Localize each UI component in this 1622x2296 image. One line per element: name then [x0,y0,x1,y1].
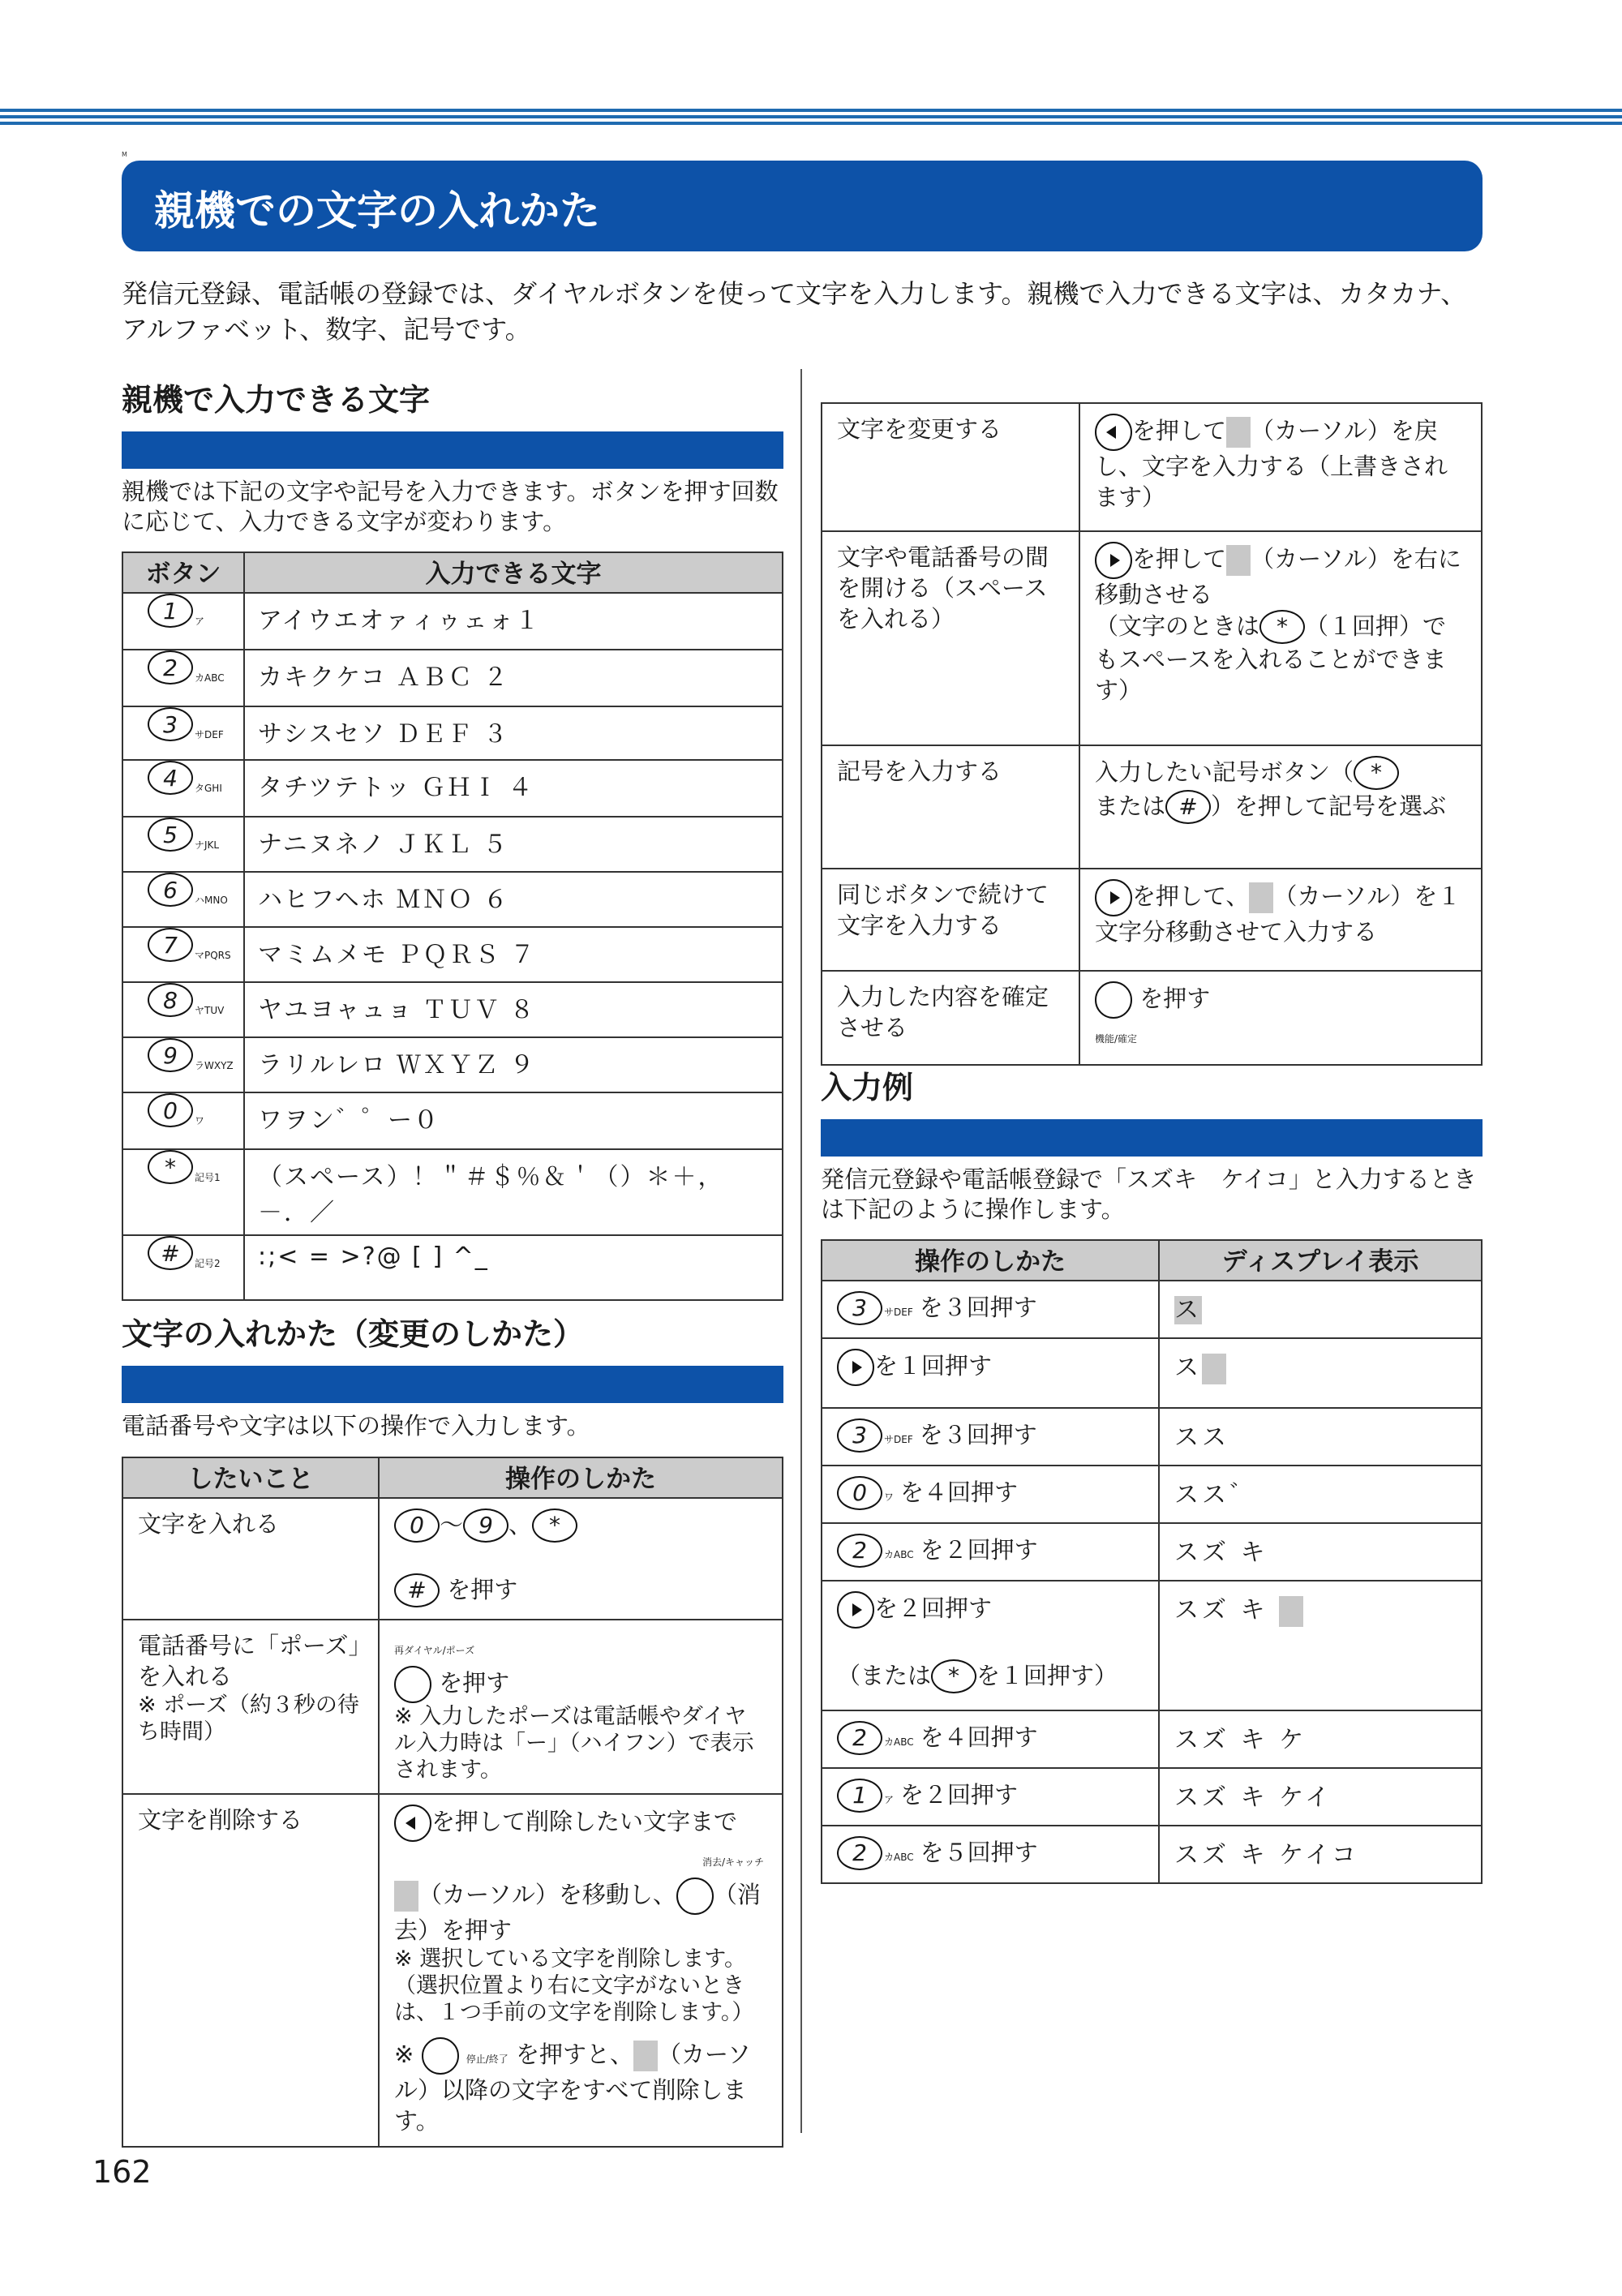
key-0-icon: 0 ワ [148,1093,204,1127]
how-text-2: （カーソル）を移動し、 [418,1881,676,1908]
how-cell [1079,403,1482,531]
how-text-5: （カーソル）以降の文字をすべて削除します。 [394,2041,751,2135]
chars-cell: マミムメモ ＰＱＲＳ ７ [244,927,783,982]
chars-cell: ハヒフヘホ ＭＮＯ ６ [244,872,783,927]
how-text-3: （消去）を押す [394,1881,761,1944]
example-table [821,1239,1483,1884]
section3-heading: 入力例 [821,1070,914,1105]
redial-pause-button-icon [394,1666,431,1703]
chars-cell: タチツテトッ ＧＨＩ ４ [244,760,783,817]
right-arrow-icon [837,1349,874,1386]
key-4-icon: 4 タGHI [148,761,222,795]
section2-heading: 文字の入れかた（変更のしかた） [122,1316,585,1352]
cursor-block [394,1881,418,1912]
key-cell [122,817,244,872]
section3-text: 発信元登録や電話帳登録で「スズキ ケイコ」と入力するときは下記のように操作します。 [821,1165,1477,1223]
display-text: ス [1174,1296,1202,1324]
key-2-icon: 2 [837,1534,882,1568]
what-cell [822,869,1079,971]
chars-cell: （スペース）！＂＃＄％＆＇（）＊＋，－．／ [244,1149,783,1235]
clear-button-icon [676,1878,714,1915]
col-disp: ディスプレイ表示 [1159,1240,1482,1281]
how-text: ）を押して記号を選ぶ [1211,792,1447,820]
how-text: （カーソル）を１文字分移動させて入力する [1095,882,1461,946]
what-cell [822,403,1079,531]
intro-text: 発信元登録、電話帳の登録では、ダイヤルボタンを使って文字を入力します。親機で入力できる文字は、カタカナ、アルファベット、数字、記号です。 [122,278,1467,345]
cursor-block [1226,417,1251,448]
sep-tilde: 〜 [440,1511,464,1539]
chars-cell: アイウエオァィゥェォ１ [244,593,783,650]
note-mark: ※ [394,2041,414,2068]
what-cell [822,971,1079,1065]
op-text: を３回押す [919,1294,1037,1321]
op-text: を４回押す [900,1478,1019,1506]
how-text-4: を押すと、 [516,2041,634,2068]
what-text: 電話番号に「ポーズ」を入れる [138,1632,361,1690]
disp-cell [1159,1710,1482,1768]
hash-key-icon: # 記号2 [148,1236,221,1270]
how-cell [1079,531,1482,745]
display-text: スズ キ [1174,1539,1268,1567]
key-1-icon: 1 ア [148,594,204,628]
what-cell [122,1794,379,2147]
how-text: （１回押）でもスペースを入れることができます） [1095,612,1447,704]
disp-cell [1159,1768,1482,1826]
display-text: スズ キ ケイ [1174,1783,1332,1812]
key-cell [122,760,244,817]
key-9-icon: 9 [463,1508,508,1543]
disp-cell [1159,1581,1482,1710]
left-arrow-icon [394,1805,431,1842]
section3-bar [821,1119,1483,1157]
chars-cell: カキクケコ ＡＢＣ ２ [244,650,783,706]
right-arrow-icon [837,1591,874,1629]
op-cell [822,1338,1159,1408]
key-2-icon: 2 [837,1836,882,1870]
chars-cell: :;< = >?@ [ ] ^_ [244,1235,783,1300]
how-cell [379,1794,783,2147]
what-text: 同じボタンで続けて文字を入力する [837,881,1049,939]
cursor-block [1226,545,1251,576]
section1-heading: 親機で入力できる文字 [122,382,431,418]
chars-cell: ヤユヨャュョ ＴＵＶ ８ [244,982,783,1037]
key-0-icon: 0 [837,1476,882,1510]
operation-table [122,1457,783,2148]
disp-cell [1159,1338,1482,1408]
section2-bar [122,1366,783,1403]
chars-cell: ワヲン゛゜ー０ [244,1092,783,1149]
cursor-block [1279,1596,1303,1627]
op-cell [822,1581,1159,1710]
clear-catch-label: 消去/キャッチ [702,1856,765,1868]
chars-cell: ラリルレロ ＷＸＹＺ ９ [244,1037,783,1092]
key-cell [122,650,244,706]
key-cell [122,1092,244,1149]
op-text: を３回押す [919,1421,1037,1448]
key-3-icon: 3 サDEF [148,707,224,741]
key-cell [122,1149,244,1235]
display-text: スズ キ ケイコ [1174,1841,1359,1869]
how-note: ※ 入力したポーズは電話帳やダイヤル入力時は「ー」（ハイフン）で表示されます。 [394,1704,754,1783]
what-cell [122,1498,379,1620]
display-text: スズ キ ケ [1174,1726,1307,1754]
op-cell: 1 ア を２回押す [822,1768,1159,1826]
key-cell [122,706,244,760]
op-cell: 2 カABC を２回押す [822,1523,1159,1581]
how-text: を押す [447,1576,518,1603]
how-text-1: を押して削除したい文字まで [431,1808,738,1835]
stop-button-icon [422,2037,459,2075]
key-2-icon: 2 [837,1721,882,1755]
hash-key-icon: # [1165,790,1211,824]
how-text: を押して [1132,417,1227,444]
page-number: 162 [92,2154,152,2190]
op-text: を２回押す [874,1594,993,1622]
hash-key-icon: # [394,1573,440,1607]
key-cell [122,593,244,650]
display-text: スズ キ [1174,1596,1268,1624]
op-cell: 2 カABC を５回押す [822,1826,1159,1883]
key-8-icon: 8 ヤTUV [148,983,224,1017]
what-text: 文字を変更する [837,415,1002,443]
star-key-icon: * [532,1508,577,1543]
how-text: （カーソル）を右に移動させる [1095,545,1461,608]
key-cell [122,927,244,982]
what-text: 文字を入れる [138,1510,280,1538]
column-divider [800,369,802,2133]
how-text: （文字のときは [1095,612,1260,640]
section1-text: 親機では下記の文字や記号を入力できます。ボタンを押す回数に応じて、入力できる文字が変わります。 [122,478,779,535]
key-9-icon: 9 ラWXYZ [148,1038,234,1072]
section2-text: 電話番号や文字は以下の操作で入力します。 [122,1412,590,1440]
sep-comma: 、 [508,1511,533,1539]
how-cell [1079,869,1482,971]
cursor-block [1249,882,1273,913]
how-cell [1079,745,1482,869]
what-text: 記号を入力する [837,757,1002,785]
how-text: を押して [1132,545,1227,573]
star-key-icon: * [1354,756,1399,790]
col-button: ボタン [122,552,244,593]
right-arrow-icon [1095,879,1132,916]
how-text: を押す [439,1669,510,1697]
op-text: を１回押す [874,1352,993,1380]
stop-label: 停止/終了 [466,2054,508,2065]
chars-cell: ナニヌネノ ＪＫＬ ５ [244,817,783,872]
op-text: を１回押す） [976,1662,1118,1689]
cursor-block [1202,1354,1226,1384]
section1-bar [122,431,783,469]
col-how: 操作のしかた [379,1457,783,1498]
what-cell [122,1620,379,1794]
key-cell [122,1037,244,1092]
key-cell [122,872,244,927]
how-cell [1079,971,1482,1065]
op-cell: 3 サDEF を３回押す [822,1408,1159,1466]
disp-cell [1159,1466,1482,1523]
display-text: スス゛ [1174,1481,1257,1509]
op-text: を２回押す [900,1781,1019,1809]
function-enter-button-icon [1095,981,1132,1019]
display-text: スス [1174,1423,1229,1452]
key-3-icon: 3 [837,1291,882,1325]
how-text: （カーソル）を戻し、文字を入力する（上書きされます） [1095,417,1448,511]
right-arrow-icon [1095,542,1132,579]
header-stripes [0,109,1622,133]
function-enter-label: 機能/確定 [1095,1033,1138,1045]
chars-table [122,551,783,1301]
redial-pause-label: 再ダイヤル/ポーズ [394,1645,475,1656]
left-arrow-icon [1095,414,1132,451]
op-text: を４回押す [920,1723,1038,1751]
key-2-icon: 2 カABC [148,650,225,685]
key-6-icon: 6 ハMNO [148,873,228,907]
star-key-icon: * [931,1659,976,1693]
op-text: を２回押す [920,1536,1038,1564]
what-cell [822,745,1079,869]
how-text: 入力したい記号ボタン（ [1095,758,1354,786]
key-cell [122,982,244,1037]
op-text: を５回押す [920,1839,1038,1866]
how-text: または [1095,792,1166,820]
edit-table [821,402,1483,1066]
key-7-icon: 7 マPQRS [148,928,231,962]
page-title: 親機での文字の入れかた [154,187,600,234]
display-text: ス [1174,1354,1202,1382]
how-note: ※ 選択している文字を削除します。（選択位置より右に文字がないときは、１つ手前の文字を削除します。） [394,1946,754,2025]
star-key-icon: * 記号1 [148,1150,221,1184]
op-cell: 3 サDEF を３回押す [822,1281,1159,1338]
how-cell [379,1620,783,1794]
what-text: 文字を削除する [138,1806,303,1834]
op-cell: 2 カABC を４回押す [822,1710,1159,1768]
what-text: 文字や電話番号の間を開ける（スペースを入れる） [837,543,1049,633]
col-what: したいこと [122,1457,379,1498]
what-text: 入力した内容を確定させる [837,983,1049,1041]
op-cell: 0 ワ を４回押す [822,1466,1159,1523]
key-3-icon: 3 [837,1418,882,1453]
col-op: 操作のしかた [822,1240,1159,1281]
how-text: を押して、 [1132,882,1250,910]
disp-cell [1159,1826,1482,1883]
corner-mark: M [122,151,127,158]
title-bar [122,161,1483,251]
star-key-icon: * [1259,610,1305,644]
disp-cell [1159,1281,1482,1338]
what-note: ※ ポーズ（約３秒の待ち時間） [138,1693,359,1745]
key-5-icon: 5 ナJKL [148,818,219,852]
disp-cell [1159,1408,1482,1466]
cursor-block [633,2041,658,2071]
key-1-icon: 1 [837,1779,882,1813]
key-0-icon: 0 [394,1508,440,1543]
how-cell [379,1498,783,1620]
how-text: を押す [1139,985,1211,1012]
col-chars: 入力できる文字 [244,552,783,593]
what-cell [822,531,1079,745]
disp-cell [1159,1523,1482,1581]
chars-cell: サシスセソ ＤＥＦ ３ [244,706,783,760]
key-cell [122,1235,244,1300]
op-text: （または [837,1662,932,1689]
